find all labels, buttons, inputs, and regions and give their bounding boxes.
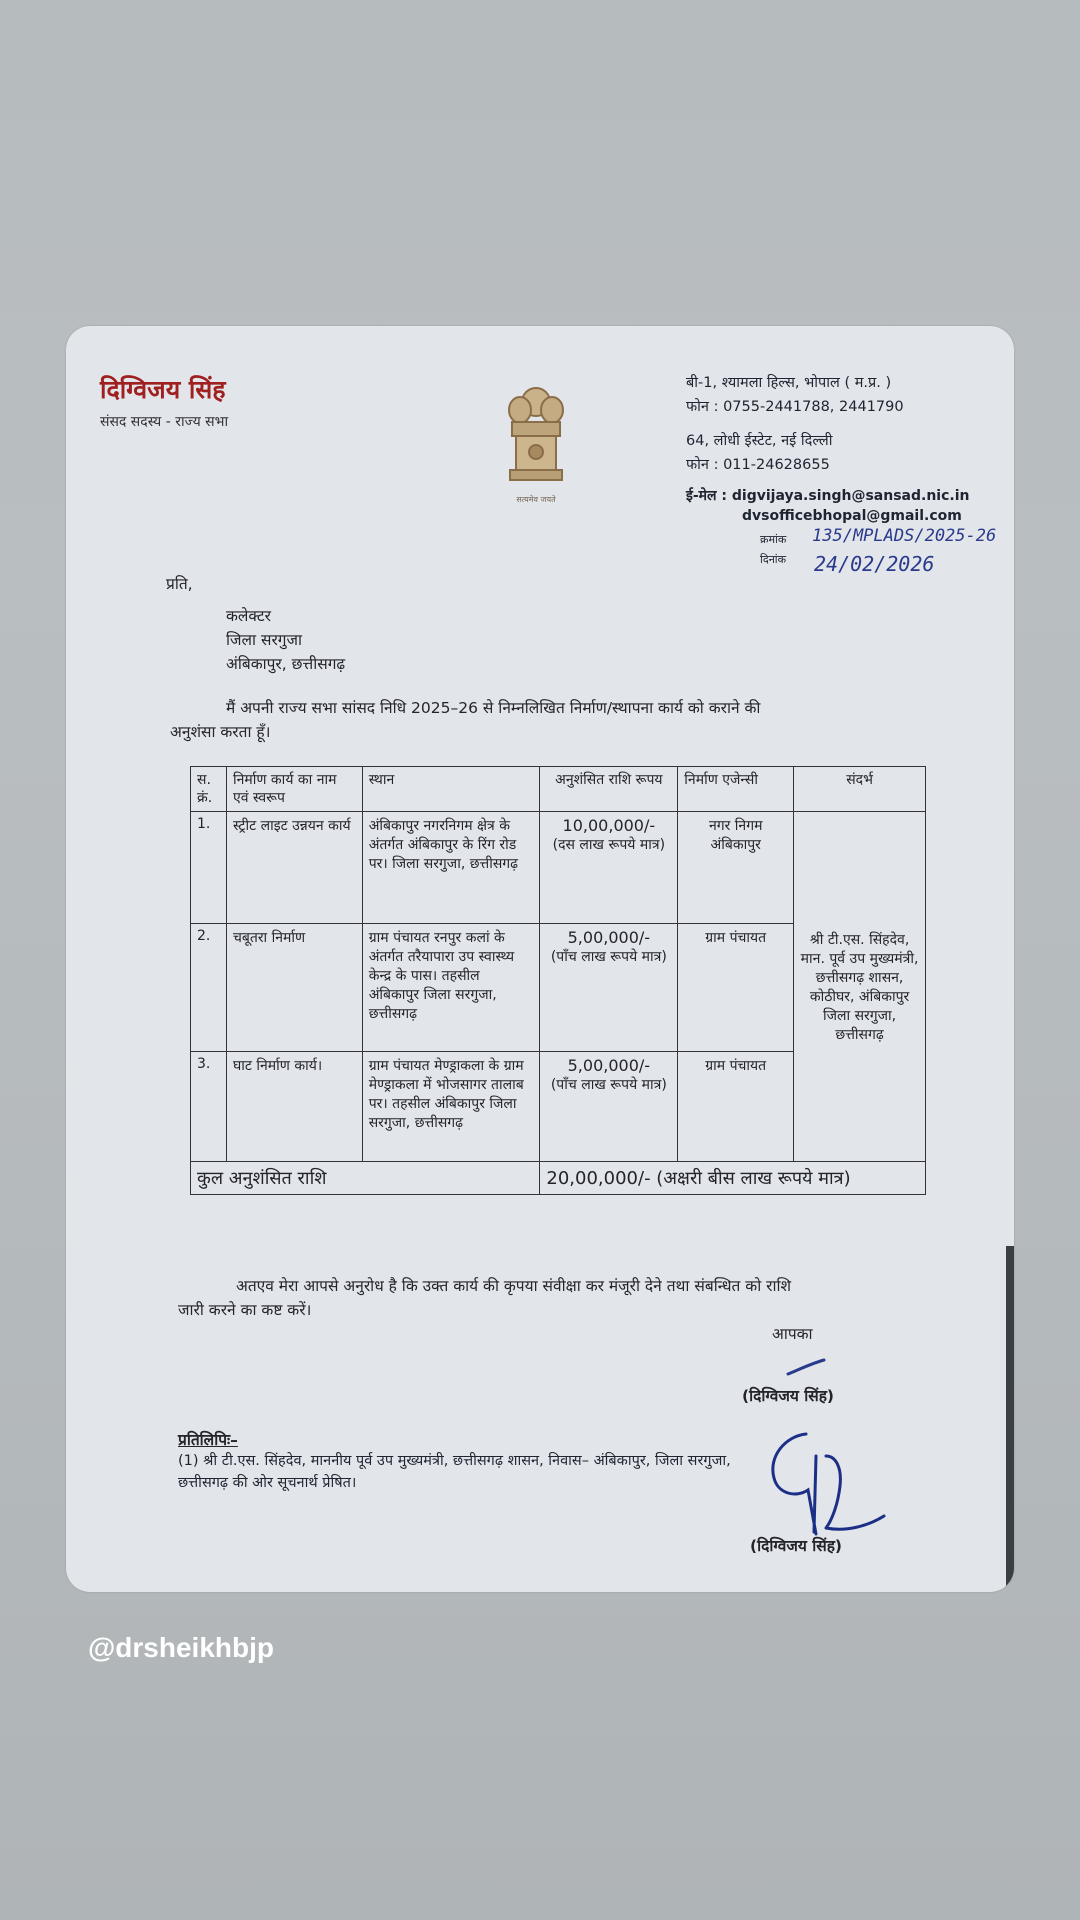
copy-line2: छत्तीसगढ़ की ओर सूचनार्थ प्रेषित। xyxy=(178,1475,357,1491)
address-phone1: फोन : 0755-2441788, 2441790 xyxy=(686,399,904,415)
row2-work: चबूतरा निर्माण xyxy=(226,924,362,1052)
header-agency: निर्माण एजेन्सी xyxy=(678,767,794,812)
total-value: 20,00,000/- (अक्षरी बीस लाख रूपये मात्र) xyxy=(540,1162,926,1195)
row3-place: ग्राम पंचायत मेण्ड्राकला के ग्राम मेण्ड्राकला में भोजसागर तालाब पर। तहसील अंबिकापुर जिला सरगुजा, छत्तीसगढ़ xyxy=(362,1052,540,1162)
emblem-caption: सत्यमेव जयते xyxy=(516,495,556,504)
header-amount: अनुशंसित राशि रूपय xyxy=(540,767,678,812)
ref-label: क्रमांक xyxy=(760,533,787,546)
sender-name: दिग्विजय सिंह xyxy=(100,375,226,404)
intro-line2: अनुशंसा करता हूँ। xyxy=(170,723,271,741)
email-primary: ई-मेल : digvijaya.singh@sansad.nic.in xyxy=(686,488,970,504)
row1-place: अंबिकापुर नगरनिगम क्षेत्र के अंतर्गत अंबिकापुर के रिंग रोड पर। जिला सरगुजा, छत्तीसगढ़ xyxy=(362,812,540,924)
intro-line1: मैं अपनी राज्य सभा सांसद निधि 2025–26 से निम्नलिखित निर्माण/स्थापना कार्य को कराने की xyxy=(226,699,761,717)
row2-place: ग्राम पंचायत रनपुर कलां के अंतर्गत तरैयापारा उप स्वास्थ्य केन्द्र के पास। तहसील अंबिकापुर जिला सरगुजा, छत्तीसगढ़ xyxy=(362,924,540,1052)
header-sno: स. क्रं. xyxy=(191,767,227,812)
row2-agency: ग्राम पंचायत xyxy=(678,924,794,1052)
request-line2: जारी करने का कष्ट करें। xyxy=(178,1301,312,1319)
recipient-line2: जिला सरगुजा xyxy=(226,631,303,649)
signatory-name-2: (दिग्विजय सिंह) xyxy=(750,1537,843,1555)
row1-amount-cell xyxy=(540,812,678,924)
address-line1: बी-1, श्यामला हिल्स, भोपाल ( म.प्र. ) xyxy=(686,375,892,391)
row3-amount: 5,00,000/- xyxy=(567,1056,651,1075)
row2-amount-cell xyxy=(540,924,678,1052)
address-phone2: फोन : 011-24628655 xyxy=(686,457,830,473)
header-work: निर्माण कार्य का नाम एवं स्वरूप xyxy=(226,767,362,812)
row1-sno: 1. xyxy=(191,812,227,924)
row1-agency: नगर निगम अंबिकापुर xyxy=(678,812,794,924)
row2-amount-words: (पाँच लाख रूपये मात्र) xyxy=(550,949,667,965)
date-value: 24/02/2026 xyxy=(814,552,935,576)
row3-work: घाट निर्माण कार्य। xyxy=(226,1052,362,1162)
request-line1: अतएव मेरा आपसे अनुरोध है कि उक्त कार्य की कृपया संवीक्षा कर मंजूरी देने तथा संबन्धित को राशि xyxy=(236,1277,792,1295)
handwritten-signature xyxy=(756,1416,896,1546)
total-row xyxy=(191,1162,926,1195)
works-table xyxy=(190,766,926,1195)
copy-line1: (1) श्री टी.एस. सिंहदेव, माननीय पूर्व उप मुख्यमंत्री, छत्तीसगढ़ शासन, निवास– अंबिकापुर, जिला सरगुजा, xyxy=(178,1453,731,1469)
row2-sno: 2. xyxy=(191,924,227,1052)
row3-amount-words: (पाँच लाख रूपये मात्र) xyxy=(550,1077,667,1093)
copy-heading: प्रतिलिपिः– xyxy=(178,1431,238,1449)
row3-sno: 3. xyxy=(191,1052,227,1162)
table-header-row xyxy=(191,767,926,812)
closing: आपका xyxy=(772,1325,813,1343)
row1-amount-words: (दस लाख रूपये मात्र) xyxy=(552,837,666,853)
header-place: स्थान xyxy=(362,767,540,812)
sender-role: संसद सदस्य - राज्य सभा xyxy=(100,414,229,430)
signature-mark xyxy=(784,1356,828,1380)
row1-amount: 10,00,000/- xyxy=(562,816,656,835)
paper-shadow-edge xyxy=(1006,1246,1014,1592)
signatory-name: (दिग्विजय सिंह) xyxy=(742,1387,835,1405)
total-label: कुल अनुशंसित राशि xyxy=(191,1162,540,1195)
row3-agency: ग्राम पंचायत xyxy=(678,1052,794,1162)
date-label: दिनांक xyxy=(760,553,787,566)
recipient-line3: अंबिकापुर, छत्तीसगढ़ xyxy=(226,655,346,673)
letter-paper xyxy=(66,326,1014,1592)
ref-number: 135/MPLADS/2025-26 xyxy=(812,526,997,546)
table-row xyxy=(191,812,926,924)
reference-cell: श्री टी.एस. सिंहदेव, मान. पूर्व उप मुख्यमंत्री, छत्तीसगढ़ शासन, कोठीघर, अंबिकापुर जिला सरगुजा, छत्तीसगढ़ xyxy=(794,812,926,1162)
watermark-handle: @drsheikhbjp xyxy=(88,1632,274,1663)
row3-amount-cell xyxy=(540,1052,678,1162)
recipient-line1: कलेक्टर xyxy=(226,607,272,625)
email-secondary: dvsofficebhopal@gmail.com xyxy=(742,508,962,524)
header-reference: संदर्भ xyxy=(794,767,926,812)
row2-amount: 5,00,000/- xyxy=(567,928,651,947)
address-line2: 64, लोधी ईस्टेट, नई दिल्ली xyxy=(686,433,833,449)
row1-work: स्ट्रीट लाइट उन्नयन कार्य xyxy=(226,812,362,924)
salutation: प्रति, xyxy=(166,575,193,593)
emblem-icon xyxy=(496,380,576,492)
